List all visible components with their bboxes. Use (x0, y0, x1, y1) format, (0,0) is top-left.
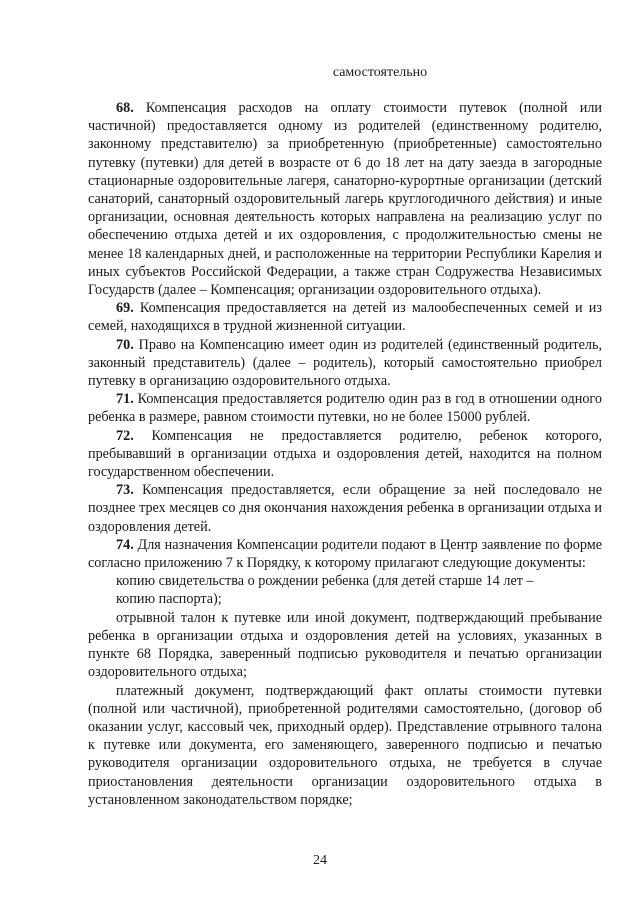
document-body (88, 99, 602, 809)
paragraph-text: Компенсация расходов на оплату стоимости путевок (полной или частичной) предоставляется одному из родителей (единственному родителю, законному представителю) за приобретенную (приобретенные) самостоятельно путевку (путевки) для детей в возрасте от 6 до 18 лет на дату заезда в загородные стационарные оздоровительные лагеря, санаторно-курортные организации (детский санаторий, санаторный оздоровительный лагерь круглогодичного действия) и иные организации, основная деятельность которых направлена на реализацию услуг по обеспечению отдыха детей и их оздоровления, с продолжительностью смены не менее 18 календарных дней, и расположенные на территории Республики Карелия и иных субъектов Российской Федерации, а также стран Содружества Независимых Государств (далее – Компенсация; организации оздоровительного отдыха). (88, 100, 602, 299)
paragraph-68 (88, 99, 602, 299)
paragraph-number: 69. (116, 300, 134, 317)
page-number: 24 (313, 853, 327, 868)
paragraph-73 (88, 481, 602, 536)
paragraph-72 (88, 427, 602, 482)
paragraph-number: 74. (116, 536, 134, 553)
list-item-continuation: копию паспорта); (116, 591, 222, 608)
list-item-birth-certificate: копию свидетельства о рождении ребенка (для детей старше 14 лет – (116, 573, 534, 590)
paragraph-number: 72. (116, 427, 134, 444)
paragraph-text: Компенсация предоставляется на детей из малообеспеченных семей и из семей, находящихся в трудной жизненной ситуации. (88, 300, 602, 335)
paragraph-number: 68. (116, 100, 134, 116)
paragraph-number: 73. (116, 482, 134, 499)
list-item-payment-document: платежный документ, подтверждающий факт оплаты стоимости путевки (полной или частичной), приобретенной родителями самостоятельно, (договор об оказании услуг, кассовый чек, приходный ордер). Представление отрывного талона к путевке или документа, его заменяющего, заверенного подписью и печатью руководителя организации оздоровительного отдыха, не требуется в случае приостановления деятельности организации оздоровительного отдыха в установленном законодательством порядке; (88, 682, 602, 808)
paragraph-text: Компенсация предоставляется родителю один раз в год в отношении одного ребенка в размере, равном стоимости путевки, но не более 15000 рублей. (88, 391, 602, 426)
list-item-voucher-stub: отрывной талон к путевке или иной документ, подтверждающий пребывание ребенка в организации отдыха и оздоровления детей на условиях, указанных в пункте 68 Порядка, заверенный подписью руководителя и печатью организации оздоровительного отдыха; (88, 609, 602, 681)
paragraph-number: 70. (116, 336, 134, 353)
paragraph-text: Право на Компенсацию имеет один из родителей (единственный родитель, законный представитель) (далее – родитель), который самостоятельно приобрел путевку в организацию оздоровительного отдыха. (88, 336, 602, 390)
paragraph-number: 71. (116, 391, 134, 408)
paragraph-71 (88, 390, 602, 426)
continued-text-fragment: самостоятельно (332, 65, 428, 80)
paragraph-text: Для назначения Компенсации родители подают в Центр заявление по форме согласно приложению 7 к Порядку, к которому прилагают следующие документы: (88, 536, 602, 572)
paragraph-text: Компенсация не предоставляется родителю, ребенок которого, пребывавший в организации отдыха и оздоровления детей, находится на полном государственном обеспечении. (88, 427, 602, 481)
paragraph-text: Компенсация предоставляется, если обращение за ней последовало не позднее трех месяцев со дня окончания нахождения ребенка в организации отдыха и оздоровления детей. (88, 482, 602, 535)
paragraph-74 (88, 536, 602, 572)
paragraph-70 (88, 336, 602, 391)
paragraph-69 (88, 299, 602, 335)
